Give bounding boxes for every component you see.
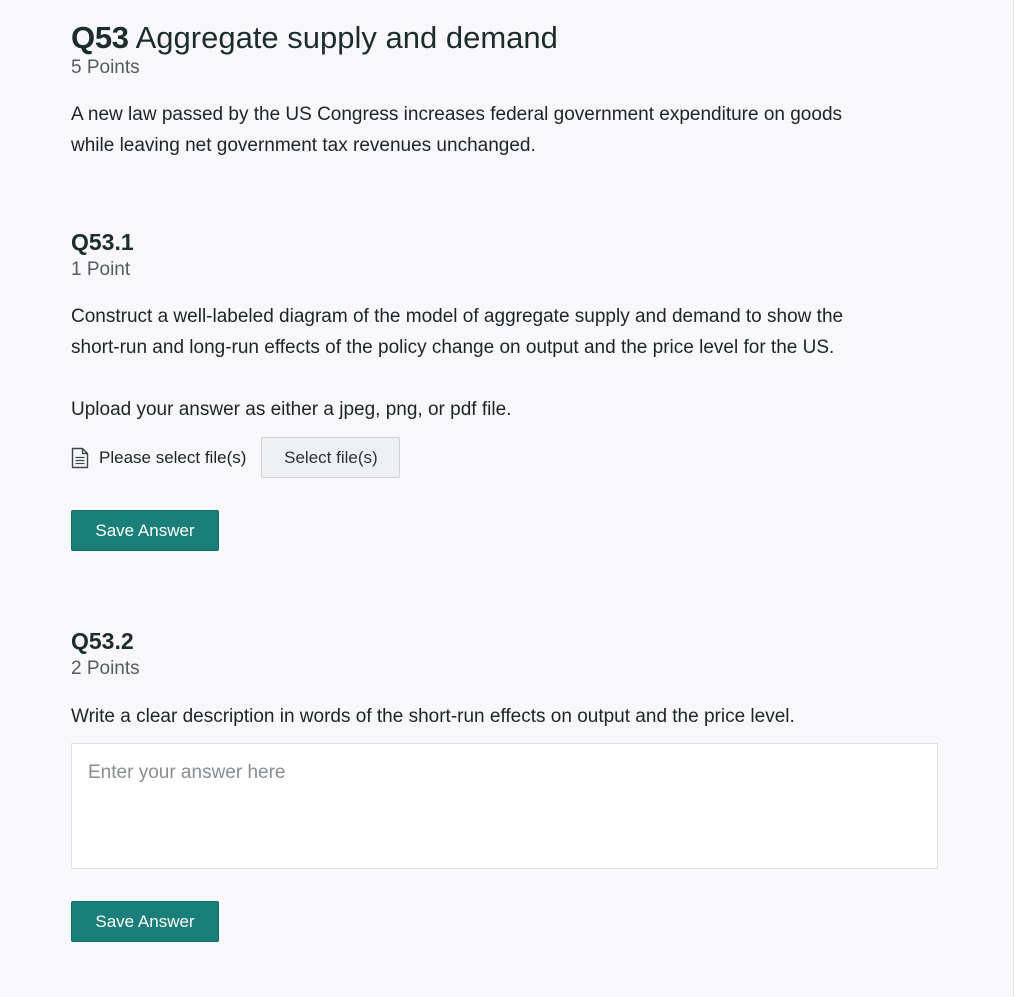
question-title: Aggregate supply and demand (135, 20, 558, 55)
question-prompt-line-2: while leaving net government tax revenues unchanged. (71, 135, 536, 156)
save-answer-button-q53-1[interactable]: Save Answer (71, 510, 219, 551)
select-files-button[interactable]: Select file(s) (261, 437, 400, 478)
question-number: Q53 (71, 20, 129, 55)
question-points: 5 Points (71, 57, 140, 78)
subquestion-1-prompt-line-1: Construct a well-labeled diagram of the model of aggregate supply and demand to show the (71, 306, 844, 327)
file-upload-row (71, 437, 400, 478)
subquestion-2-prompt: Write a clear description in words of the short-run effects on output and the price level. (71, 706, 795, 727)
subquestion-2-points: 2 Points (71, 658, 140, 679)
subquestion-1-points: 1 Point (71, 259, 131, 280)
subquestion-1-number: Q53.1 (71, 229, 134, 255)
answer-textarea[interactable] (71, 743, 938, 869)
subquestion-1-prompt-line-2: short-run and long-run effects of the policy change on output and the price level for the US. (71, 337, 835, 358)
subquestion-2-number: Q53.2 (71, 628, 134, 654)
save-answer-button-q53-2[interactable]: Save Answer (71, 901, 219, 942)
document-icon (71, 447, 89, 469)
question-prompt-line-1: A new law passed by the US Congress increases federal government expenditure on goods (71, 104, 843, 125)
question-heading (71, 20, 558, 56)
file-status-label: Please select file(s) (99, 447, 247, 467)
upload-instructions: Upload your answer as either a jpeg, png, or pdf file. (71, 399, 512, 420)
